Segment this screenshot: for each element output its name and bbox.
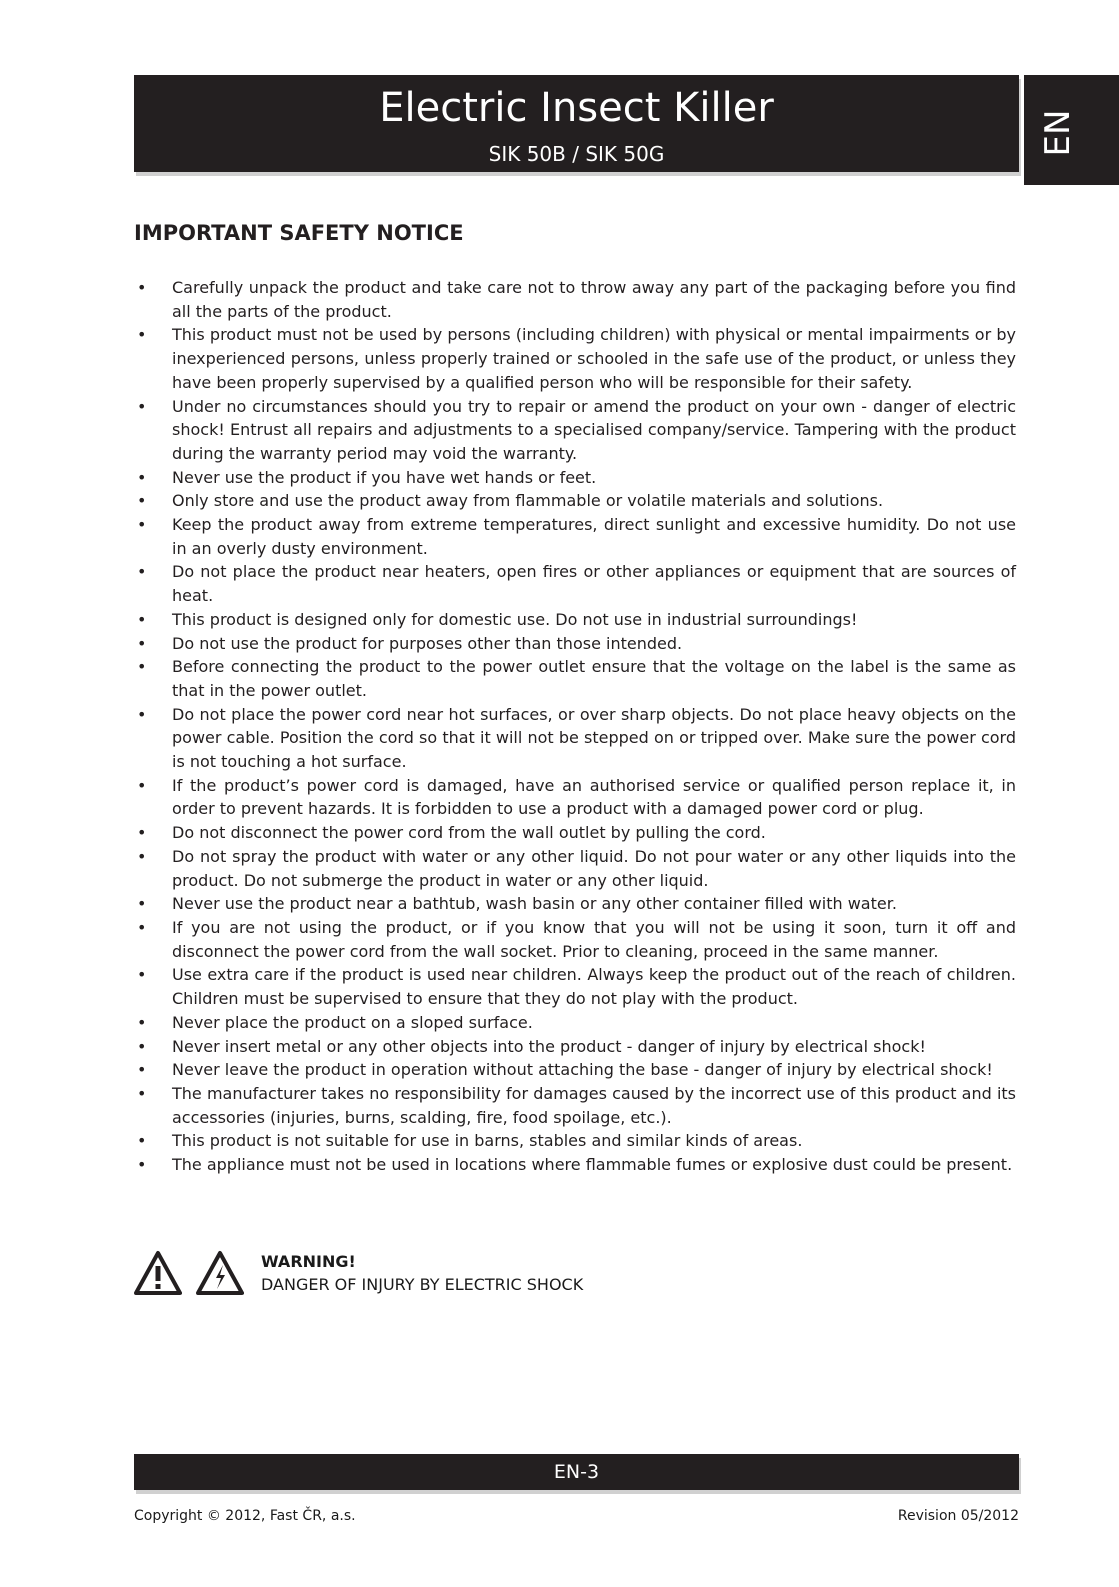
warning-title: WARNING! <box>261 1252 356 1271</box>
notice-item: • If you are not using the product, or if you know that you will not be using it soon, turn it off and disconnect the power cord from the wall socket. Prior to cleaning, proceed in the same manner. <box>134 916 1016 963</box>
notice-item: • Do not place the power cord near hot surfaces, or over sharp objects. Do not place heavy objects on the power cable. Position the cord so that it will not be stepped on or tripped over. Make sure the power cord is not touching a hot surface. <box>134 703 1016 774</box>
notice-item: • Do not use the product for purposes other than those intended. <box>134 632 1016 656</box>
notice-item: • Never use the product if you have wet hands or feet. <box>134 466 1016 490</box>
language-tab <box>1024 75 1119 185</box>
notice-item: • The appliance must not be used in locations where flammable fumes or explosive dust could be present. <box>134 1153 1016 1177</box>
notice-item: • Never place the product on a sloped surface. <box>134 1011 1016 1035</box>
notice-item: • Carefully unpack the product and take care not to throw away any part of the packaging before you find all the parts of the product. <box>134 276 1016 323</box>
warning-block <box>134 1250 834 1300</box>
page-number-bar <box>134 1454 1019 1490</box>
notice-item: • Do not disconnect the power cord from the wall outlet by pulling the cord. <box>134 821 1016 845</box>
safety-notice-list <box>134 276 1016 1177</box>
notice-item: • Keep the product away from extreme temperatures, direct sunlight and excessive humidity. Do not use in an overly dusty environment. <box>134 513 1016 560</box>
notice-item: • The manufacturer takes no responsibility for damages caused by the incorrect use of this product and its accessories (injuries, burns, scalding, fire, food spoilage, etc.). <box>134 1082 1016 1129</box>
warning-text: DANGER OF INJURY BY ELECTRIC SHOCK <box>261 1275 584 1294</box>
electric-shock-icon <box>196 1250 244 1296</box>
notice-item: • If the product’s power cord is damaged, have an authorised service or qualified person replace it, in order to prevent hazards. It is forbidden to use a product with a damaged power cord or plug. <box>134 774 1016 821</box>
page-number: EN-3 <box>553 1461 600 1483</box>
notice-item: • Never leave the product in operation without attaching the base - danger of injury by electrical shock! <box>134 1058 1016 1082</box>
notice-item: • Never use the product near a bathtub, wash basin or any other container filled with water. <box>134 892 1016 916</box>
document-title: Electric Insect Killer <box>379 85 774 131</box>
revision-label: Revision 05/2012 <box>897 1508 1019 1524</box>
copyright-notice: Copyright © 2012, Fast ČR, a.s. <box>134 1508 356 1524</box>
model-subtitle: SIK 50B / SIK 50G <box>488 142 665 166</box>
warning-triangle-icon <box>134 1250 182 1296</box>
notice-item: • Use extra care if the product is used near children. Always keep the product out of the reach of children. Children must be supervised to ensure that they do not play with the product. <box>134 963 1016 1010</box>
language-tab-label: EN <box>1038 109 1078 157</box>
notice-item: • This product is not suitable for use in barns, stables and similar kinds of areas. <box>134 1129 1016 1153</box>
notice-item: • Do not spray the product with water or any other liquid. Do not pour water or any other liquids into the product. Do not submerge the product in water or any other liquid. <box>134 845 1016 892</box>
notice-item: • This product must not be used by persons (including children) with physical or mental impairments or by inexperienced persons, unless properly trained or schooled in the safe use of the product, or unless they have been properly supervised by a qualified person who will be responsible for their safety. <box>134 323 1016 394</box>
section-title: IMPORTANT SAFETY NOTICE <box>134 221 464 245</box>
notice-item: • Before connecting the product to the power outlet ensure that the voltage on the label is the same as that in the power outlet. <box>134 655 1016 702</box>
notice-item: • Only store and use the product away from flammable or volatile materials and solutions. <box>134 489 1016 513</box>
notice-item: • Under no circumstances should you try to repair or amend the product on your own - danger of electric shock! Entrust all repairs and adjustments to a specialised company/service. Tampering with the product during the warranty period may void the warranty. <box>134 395 1016 466</box>
notice-item: • Never insert metal or any other objects into the product - danger of injury by electrical shock! <box>134 1035 1016 1059</box>
notice-item: • This product is designed only for domestic use. Do not use in industrial surroundings! <box>134 608 1016 632</box>
notice-item: • Do not place the product near heaters, open fires or other appliances or equipment that are sources of heat. <box>134 560 1016 607</box>
document-header <box>134 75 1019 172</box>
